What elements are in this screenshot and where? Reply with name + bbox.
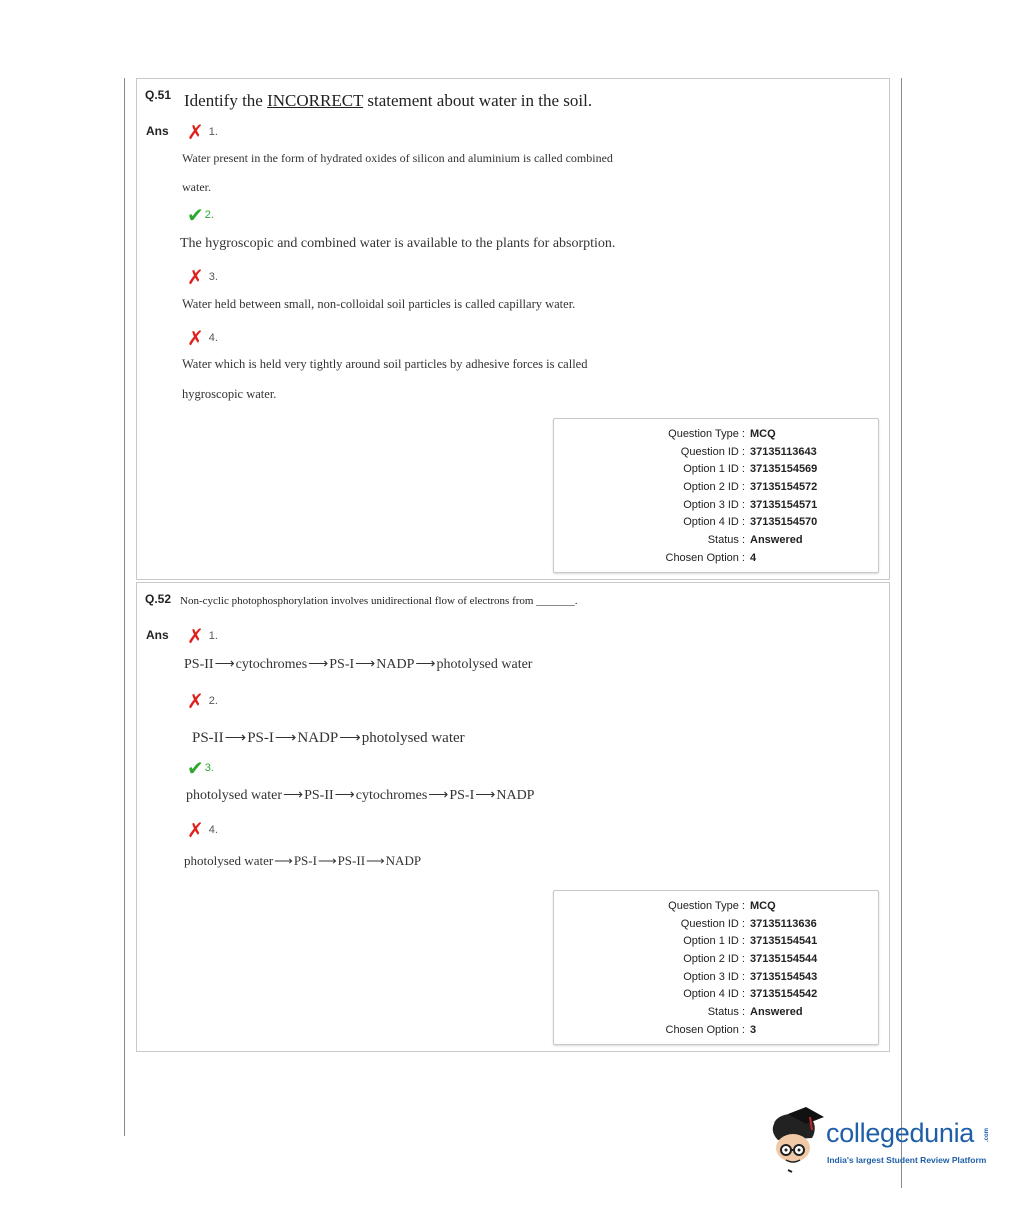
option-text-line: water. xyxy=(182,180,211,194)
question-text: Non-cyclic photophosphorylation involves unidirectional flow of electrons from _______. xyxy=(180,595,578,607)
info-row-question-type: Question Type : MCQ xyxy=(668,428,776,440)
chain-step: PS-II xyxy=(192,730,224,746)
chain-step: cytochromes xyxy=(235,657,308,672)
arrow-right-icon: ⟶ xyxy=(274,730,297,746)
question-text xyxy=(184,91,592,111)
option-number: 2. xyxy=(208,695,218,707)
info-row-question-type: Question Type : MCQ xyxy=(668,900,776,912)
info-row-option-2-id: Option 2 ID : 37135154572 xyxy=(683,481,818,493)
option-number: 4. xyxy=(208,332,218,344)
arrow-right-icon: ⟶ xyxy=(214,657,235,672)
arrow-right-icon: ⟶ xyxy=(415,657,436,672)
chain-step: photolysed water xyxy=(436,657,533,672)
option-text-line: Water held between small, non-colloidal soil particles is called capillary water. xyxy=(182,297,576,311)
option-text-line: The hygroscopic and combined water is available to the plants for absorption. xyxy=(180,236,616,251)
question-block-51 xyxy=(136,78,890,580)
answer-label: Ans xyxy=(146,628,169,642)
cross-mark-icon: ✗ xyxy=(187,326,204,350)
right-border-line xyxy=(901,78,902,1188)
arrow-right-icon: ⟶ xyxy=(355,657,376,672)
option-chain xyxy=(186,787,534,804)
cross-mark-icon: ✗ xyxy=(187,689,204,713)
chain-step: PS-I xyxy=(247,730,274,746)
question-block-52 xyxy=(136,582,890,1052)
option-chain xyxy=(184,853,421,869)
chain-step: PS-II xyxy=(337,853,366,868)
option-1 xyxy=(187,120,218,144)
collegedunia-logo[interactable] xyxy=(766,1104,996,1176)
arrow-right-icon: ⟶ xyxy=(334,788,355,803)
option-4 xyxy=(187,326,218,350)
option-4 xyxy=(187,818,218,842)
info-row-question-id: Question ID : 37135113643 xyxy=(680,446,817,458)
check-mark-icon: ✔ xyxy=(187,756,204,780)
question-text-prefix: Identify the xyxy=(184,91,268,110)
info-row-option-1-id: Option 1 ID : 37135154569 xyxy=(683,463,818,475)
chain-step: PS-I xyxy=(449,788,475,803)
option-number: 3. xyxy=(208,271,218,283)
chain-step: NADP xyxy=(297,730,339,746)
logo-wordmark: collegedunia xyxy=(826,1118,975,1148)
chain-step: PS-I xyxy=(329,657,355,672)
info-row-option-3-id: Option 3 ID : 37135154571 xyxy=(683,499,818,511)
option-text-line: Water present in the form of hydrated oxides of silicon and aluminium is called combined xyxy=(182,151,613,165)
arrow-right-icon: ⟶ xyxy=(475,788,496,803)
logo-tagline: India's largest Student Review Platform xyxy=(827,1155,987,1165)
info-row-option-4-id: Option 4 ID : 37135154570 xyxy=(683,516,818,528)
info-row-chosen-option: Chosen Option : 4 xyxy=(665,552,757,564)
arrow-right-icon: ⟶ xyxy=(428,788,449,803)
option-text-line: hygroscopic water. xyxy=(182,387,277,401)
info-row-option-1-id: Option 1 ID : 37135154541 xyxy=(683,935,818,947)
question-number: Q.52 xyxy=(145,592,172,606)
arrow-right-icon: ⟶ xyxy=(224,730,247,746)
info-row-option-3-id: Option 3 ID : 37135154543 xyxy=(683,971,818,983)
logo-domain-suffix: .com xyxy=(984,1128,990,1143)
cross-mark-icon: ✗ xyxy=(187,818,204,842)
arrow-right-icon: ⟶ xyxy=(274,853,293,868)
chain-step: NADP xyxy=(385,853,422,868)
chain-step: PS-I xyxy=(293,853,317,868)
info-row-option-2-id: Option 2 ID : 37135154544 xyxy=(683,953,818,965)
graduate-mascot-icon xyxy=(766,1104,824,1176)
cross-mark-icon: ✗ xyxy=(187,624,204,648)
option-chain xyxy=(192,728,465,747)
question-info-panel xyxy=(553,890,879,1045)
option-2 xyxy=(187,203,214,227)
chain-step: NADP xyxy=(376,657,415,672)
arrow-right-icon: ⟶ xyxy=(317,853,337,868)
question-number: Q.51 xyxy=(145,88,172,102)
cross-mark-icon: ✗ xyxy=(187,120,204,144)
option-number: 3. xyxy=(204,762,214,774)
option-3 xyxy=(187,265,218,289)
info-row-status: Status : Answered xyxy=(707,534,803,546)
chain-step: NADP xyxy=(496,788,535,803)
info-row-question-id: Question ID : 37135113636 xyxy=(680,918,817,930)
chain-step: PS-II xyxy=(184,657,214,672)
answer-label: Ans xyxy=(146,124,169,138)
left-border-line xyxy=(124,78,125,1136)
chain-step: photolysed water xyxy=(361,730,465,746)
option-number: 2. xyxy=(204,209,214,221)
chain-step: cytochromes xyxy=(355,788,428,803)
chain-step: photolysed water xyxy=(186,788,283,803)
arrow-right-icon: ⟶ xyxy=(283,788,304,803)
option-number: 4. xyxy=(208,824,218,836)
info-row-option-4-id: Option 4 ID : 37135154542 xyxy=(683,988,818,1000)
info-row-status: Status : Answered xyxy=(707,1006,803,1018)
option-number: 1. xyxy=(208,630,218,642)
arrow-right-icon: ⟶ xyxy=(339,730,361,746)
arrow-right-icon: ⟶ xyxy=(366,853,385,868)
option-3 xyxy=(187,756,214,780)
info-row-chosen-option: Chosen Option : 3 xyxy=(665,1024,757,1036)
option-chain xyxy=(184,656,532,673)
option-text-line: Water which is held very tightly around soil particles by adhesive forces is called xyxy=(182,357,588,371)
option-2 xyxy=(187,689,218,713)
check-mark-icon: ✔ xyxy=(187,203,204,227)
chain-step: photolysed water xyxy=(184,853,274,868)
question-text-emphasis: INCORRECT xyxy=(267,91,364,110)
cross-mark-icon: ✗ xyxy=(187,265,204,289)
chain-step: PS-II xyxy=(304,788,334,803)
question-text-suffix: statement about water in the soil. xyxy=(363,91,593,110)
option-number: 1. xyxy=(208,126,218,138)
question-info-panel xyxy=(553,418,879,573)
option-1 xyxy=(187,624,218,648)
arrow-right-icon: ⟶ xyxy=(308,657,329,672)
